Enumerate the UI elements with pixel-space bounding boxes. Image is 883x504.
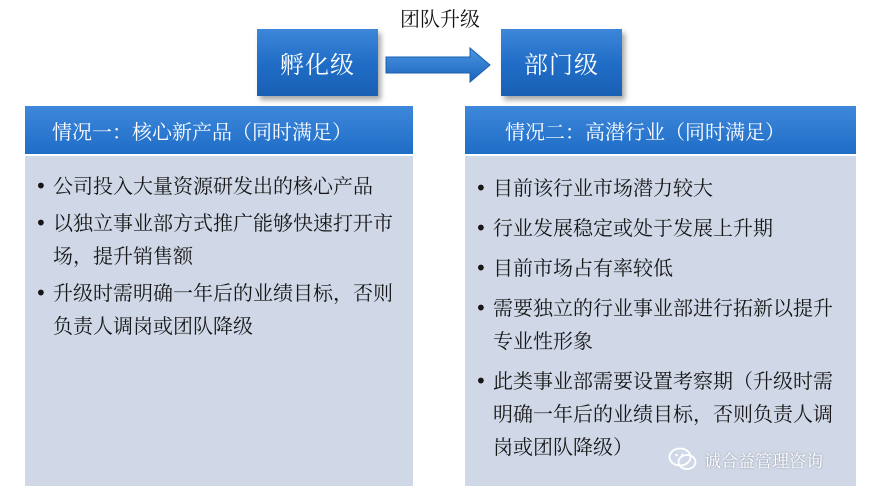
list-item: • 需要独立的行业事业部进行拓新以提升专业性形象 [475, 292, 846, 358]
list-item: • 升级时需明确一年后的业绩目标，否则负责人调岗或团队降级 [35, 277, 403, 343]
list-item: • 此类事业部需要设置考察期（升级时需明确一年后的业绩目标，否则负责人调岗或团队降级） [475, 365, 846, 464]
list-item: • 以独立事业部方式推广能够快速打开市场，提升销售额 [35, 207, 403, 273]
right-arrow-icon [382, 45, 496, 85]
incubation-level-box: 孵化级 [257, 29, 378, 96]
case-core-product-title: 情况一：核心新产品（同时满足） [25, 106, 413, 156]
watermark [668, 446, 823, 472]
case-core-product-list [25, 156, 413, 343]
wechat-icon [668, 446, 698, 472]
list-item: • 公司投入大量资源研发出的核心产品 [35, 170, 403, 203]
case-high-potential-title: 情况二：高潜行业（同时满足） [465, 106, 856, 156]
list-item: • 目前市场占有率较低 [475, 252, 846, 285]
department-level-box: 部门级 [501, 29, 622, 96]
case-core-product-panel [25, 106, 413, 486]
case-high-potential-panel [465, 106, 856, 486]
list-item: • 目前该行业市场潜力较大 [475, 172, 846, 205]
transition-label: 团队升级 [400, 7, 480, 31]
case-high-potential-list [465, 156, 856, 464]
list-item: • 行业发展稳定或处于发展上升期 [475, 212, 846, 245]
watermark-text: 诚合益管理咨询 [704, 451, 823, 472]
